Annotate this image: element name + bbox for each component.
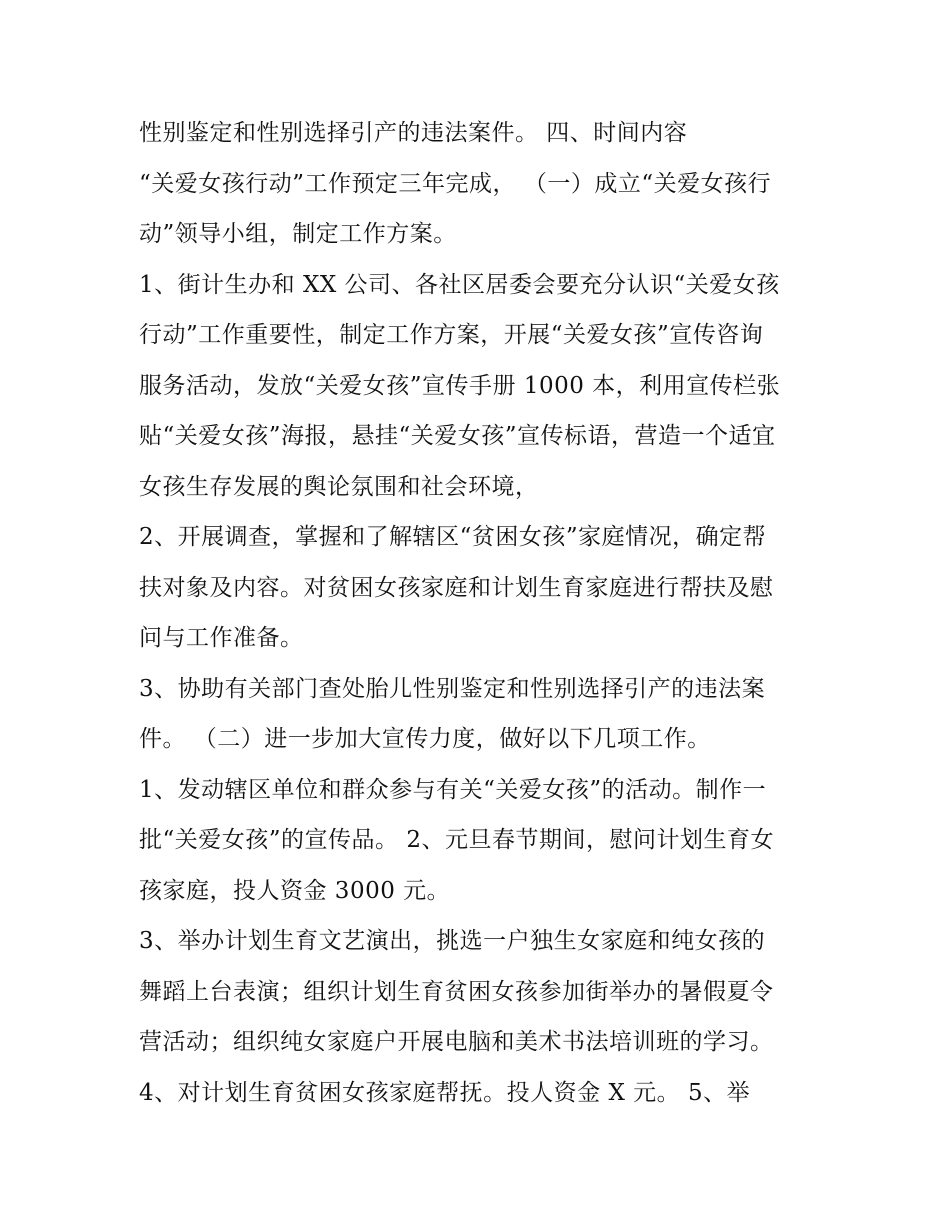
text-line: 2、开展调查，掌握和了解辖区“贫困女孩”家庭情况，确定帮 <box>139 524 767 550</box>
document-body <box>139 108 829 1118</box>
text-line: 批“关爱女孩”的宣传品。 2、元旦春节期间，慰问计划生育女 <box>139 827 774 853</box>
text-line: 贴“关爱女孩”海报，悬挂“关爱女孩”宣传标语，营造一个适宜 <box>139 423 776 449</box>
text-line: 孩家庭，投人资金 3000 元。 <box>139 877 451 904</box>
text-line: “关爱女孩行动”工作预定三年完成， （一）成立“关爱女孩行 <box>139 170 772 197</box>
text-line: 3、协助有关部门查处胎儿性别鉴定和性别选择引产的违法案 <box>139 675 766 702</box>
text-line: 问与工作准备。 <box>139 625 304 651</box>
text-line: 营活动；组织纯女家庭户开展电脑和美术书法培训班的学习。 <box>139 1029 774 1055</box>
text-line: 服务活动，发放“关爱女孩”宣传手册 1000 本，利用宣传栏张 <box>139 372 781 399</box>
text-line: 性别鉴定和性别选择引产的违法案件。 四、时间内容 <box>139 120 688 146</box>
text-line: 4、对计划生育贫困女孩家庭帮抚。投人资金 X 元。 5、举 <box>139 1079 751 1106</box>
text-line: 女孩生存发展的舆论氛围和社会环境， <box>139 473 539 500</box>
text-line: 舞蹈上台表演；组织计划生育贫困女孩参加街举办的暑假夏令 <box>139 978 774 1005</box>
text-line: 扶对象及内容。对贫困女孩家庭和计划生育家庭进行帮扶及慰 <box>139 574 774 601</box>
text-line: 1、发动辖区单位和群众参与有关“关爱女孩”的活动。制作一 <box>139 776 767 803</box>
text-line: 件。 （二）进一步加大宣传力度，做好以下几项工作。 <box>139 726 711 752</box>
text-line: 行动”工作重要性，制定工作方案，开展“关爱女孩”宣传咨询 <box>139 322 764 348</box>
text-line: 1、街计生办和 XX 公司、各社区居委会要充分认识“关爱女孩 <box>139 271 780 298</box>
text-line: 3、举办计划生育文艺演出，挑选一户独生女家庭和纯女孩的 <box>139 928 766 954</box>
text-line: 动”领导小组，制定工作方案。 <box>139 221 457 247</box>
